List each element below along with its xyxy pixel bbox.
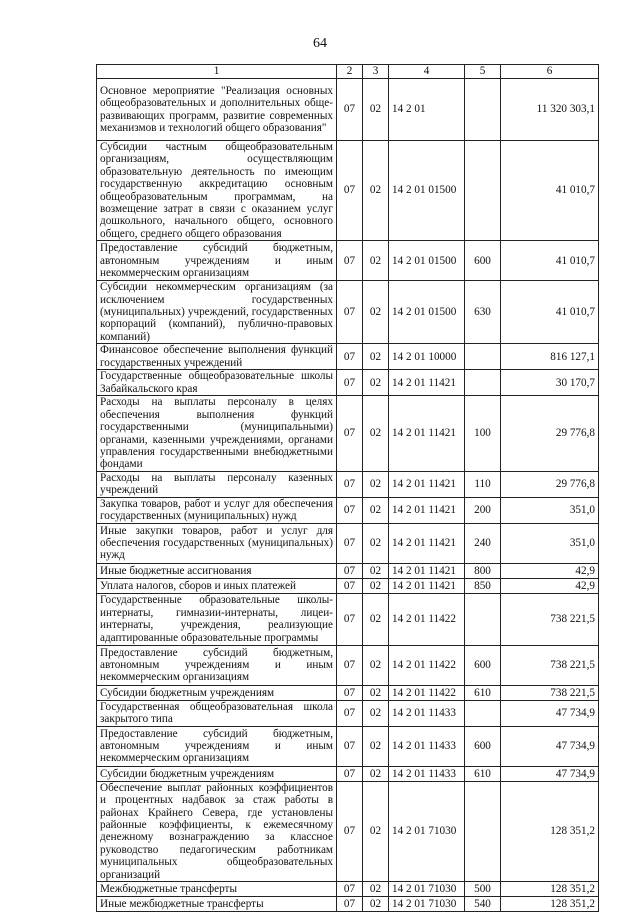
row-name-cell: Субсидии бюджетным учреждениям	[97, 766, 337, 781]
target-article-cell: 14 2 01 11421	[389, 471, 465, 497]
amount-cell: 738 221,5	[501, 645, 599, 685]
amount-cell: 738 221,5	[501, 593, 599, 645]
expense-type-cell	[465, 700, 501, 726]
row-name-cell: Закупка товаров, работ и услуг для обеспечения государственных (муниципальных) нужд	[97, 497, 337, 523]
target-article-cell: 14 2 01 11421	[389, 563, 465, 578]
expense-type-cell: 110	[465, 471, 501, 497]
target-article-cell: 14 2 01 10000	[389, 344, 465, 370]
section-code-cell: 07	[337, 281, 363, 344]
section-code-cell: 07	[337, 726, 363, 766]
subsection-code-cell: 02	[363, 685, 389, 700]
table-row	[97, 593, 599, 645]
section-code-cell: 07	[337, 593, 363, 645]
row-name-cell: Субсидии бюджетным учреждениям	[97, 685, 337, 700]
section-code-cell: 07	[337, 766, 363, 781]
amount-cell: 816 127,1	[501, 344, 599, 370]
amount-cell: 128 351,2	[501, 781, 599, 881]
section-code-cell: 07	[337, 79, 363, 141]
row-name-cell: Государственные общеобразовательные школы Забайкальского края	[97, 370, 337, 396]
section-code-cell: 07	[337, 781, 363, 881]
expense-type-cell	[465, 781, 501, 881]
section-code-cell: 07	[337, 578, 363, 593]
row-name-cell: Иные межбюджетные трансферты	[97, 896, 337, 911]
subsection-code-cell: 02	[363, 896, 389, 911]
table-row	[97, 471, 599, 497]
table-row	[97, 896, 599, 911]
amount-cell: 29 776,8	[501, 396, 599, 471]
target-article-cell: 14 2 01 11433	[389, 700, 465, 726]
row-name-cell: Государственные образовательные школы-интернаты, гимназии-интернаты, лицеи-интернаты, учреждения, реализующие адаптированные образовательные программы	[97, 593, 337, 645]
section-code-cell: 07	[337, 523, 363, 563]
row-name-cell: Государственная общеобразовательная школа закрытого типа	[97, 700, 337, 726]
row-name-cell: Иные закупки товаров, работ и услуг для обеспечения государственных (муниципальных) нужд	[97, 523, 337, 563]
expense-type-cell: 600	[465, 726, 501, 766]
section-code-cell: 07	[337, 396, 363, 471]
subsection-code-cell: 02	[363, 593, 389, 645]
amount-cell: 11 320 303,1	[501, 79, 599, 141]
expense-type-cell	[465, 344, 501, 370]
target-article-cell: 14 2 01 11422	[389, 645, 465, 685]
expense-type-cell	[465, 141, 501, 241]
expense-type-cell: 850	[465, 578, 501, 593]
column-header: 5	[465, 65, 501, 79]
section-code-cell: 07	[337, 563, 363, 578]
subsection-code-cell: 02	[363, 523, 389, 563]
table-row	[97, 79, 599, 141]
amount-cell: 41 010,7	[501, 141, 599, 241]
target-article-cell: 14 2 01 01500	[389, 281, 465, 344]
amount-cell: 128 351,2	[501, 896, 599, 911]
amount-cell: 351,0	[501, 497, 599, 523]
expense-type-cell: 240	[465, 523, 501, 563]
row-name-cell: Обеспечение выплат районных коэффициентов и процентных надбавок за стаж работы в районах Крайнего Севера, где установлены районные коэффициенты, к ежемесячному денежному вознаграждению за классное руководство педагогическим работникам муниципальных общеобразовательных организаций	[97, 781, 337, 881]
subsection-code-cell: 02	[363, 370, 389, 396]
amount-cell: 351,0	[501, 523, 599, 563]
expense-type-cell: 500	[465, 881, 501, 896]
expense-type-cell: 630	[465, 281, 501, 344]
section-code-cell: 07	[337, 685, 363, 700]
target-article-cell: 14 2 01 11421	[389, 578, 465, 593]
section-code-cell: 07	[337, 896, 363, 911]
subsection-code-cell: 02	[363, 726, 389, 766]
expense-type-cell	[465, 370, 501, 396]
subsection-code-cell: 02	[363, 241, 389, 281]
row-name-cell: Уплата налогов, сборов и иных платежей	[97, 578, 337, 593]
expense-type-cell	[465, 593, 501, 645]
table-row	[97, 700, 599, 726]
row-name-cell: Основное мероприятие "Реализация основных общеобразовательных и дополнительных обще-развивающих программ, развитие современных механизмов и технологий общего образования"	[97, 79, 337, 141]
column-header: 6	[501, 65, 599, 79]
target-article-cell: 14 2 01 71030	[389, 881, 465, 896]
amount-cell: 128 351,2	[501, 881, 599, 896]
row-name-cell: Иные бюджетные ассигнования	[97, 563, 337, 578]
table-body	[97, 79, 599, 912]
subsection-code-cell: 02	[363, 881, 389, 896]
table-row	[97, 141, 599, 241]
target-article-cell: 14 2 01 11421	[389, 370, 465, 396]
amount-cell: 47 734,9	[501, 726, 599, 766]
amount-cell: 42,9	[501, 563, 599, 578]
target-article-cell: 14 2 01 11422	[389, 685, 465, 700]
expense-type-cell: 540	[465, 896, 501, 911]
subsection-code-cell: 02	[363, 344, 389, 370]
amount-cell: 30 170,7	[501, 370, 599, 396]
table-row	[97, 396, 599, 471]
table-row	[97, 881, 599, 896]
subsection-code-cell: 02	[363, 141, 389, 241]
section-code-cell: 07	[337, 344, 363, 370]
row-name-cell: Расходы на выплаты персоналу казенных учреждений	[97, 471, 337, 497]
table-header-row	[97, 65, 599, 79]
section-code-cell: 07	[337, 645, 363, 685]
table-row	[97, 241, 599, 281]
table-row	[97, 766, 599, 781]
amount-cell: 47 734,9	[501, 700, 599, 726]
subsection-code-cell: 02	[363, 281, 389, 344]
target-article-cell: 14 2 01 11422	[389, 593, 465, 645]
section-code-cell: 07	[337, 370, 363, 396]
subsection-code-cell: 02	[363, 497, 389, 523]
row-name-cell: Расходы на выплаты персоналу в целях обеспечения выполнения функций государственными (муниципальными) органами, казенными учреждениями, органами управления государственными внебюджетными фондами	[97, 396, 337, 471]
row-name-cell: Предоставление субсидий бюджетным, автономным учреждениям и иным некоммерческим организациям	[97, 726, 337, 766]
table-row	[97, 726, 599, 766]
table-row	[97, 578, 599, 593]
target-article-cell: 14 2 01 11421	[389, 523, 465, 563]
target-article-cell: 14 2 01	[389, 79, 465, 141]
section-code-cell: 07	[337, 241, 363, 281]
column-header: 3	[363, 65, 389, 79]
table-row	[97, 497, 599, 523]
target-article-cell: 14 2 01 71030	[389, 896, 465, 911]
section-code-cell: 07	[337, 700, 363, 726]
amount-cell: 41 010,7	[501, 281, 599, 344]
table-row	[97, 344, 599, 370]
row-name-cell: Финансовое обеспечение выполнения функций государственных учреждений	[97, 344, 337, 370]
amount-cell: 29 776,8	[501, 471, 599, 497]
expense-type-cell	[465, 79, 501, 141]
page-number: 64	[313, 36, 327, 51]
subsection-code-cell: 02	[363, 645, 389, 685]
column-header: 2	[337, 65, 363, 79]
column-header: 4	[389, 65, 465, 79]
expense-type-cell: 800	[465, 563, 501, 578]
amount-cell: 47 734,9	[501, 766, 599, 781]
target-article-cell: 14 2 01 71030	[389, 781, 465, 881]
row-name-cell: Предоставление субсидий бюджетным, автономным учреждениям и иным некоммерческим организациям	[97, 241, 337, 281]
section-code-cell: 07	[337, 141, 363, 241]
target-article-cell: 14 2 01 01500	[389, 141, 465, 241]
amount-cell: 738 221,5	[501, 685, 599, 700]
subsection-code-cell: 02	[363, 700, 389, 726]
row-name-cell: Субсидии некоммерческим организациям (за исключением государственных (муниципальных) учреждений, государственных корпораций (компаний), публично-правовых компаний)	[97, 281, 337, 344]
target-article-cell: 14 2 01 11433	[389, 726, 465, 766]
row-name-cell: Предоставление субсидий бюджетным, автономным учреждениям и иным некоммерческим организациям	[97, 645, 337, 685]
column-header: 1	[97, 65, 337, 79]
budget-table	[96, 64, 599, 912]
table-row	[97, 370, 599, 396]
table-row	[97, 523, 599, 563]
table-row	[97, 563, 599, 578]
table-row	[97, 781, 599, 881]
expense-type-cell: 200	[465, 497, 501, 523]
target-article-cell: 14 2 01 11421	[389, 497, 465, 523]
target-article-cell: 14 2 01 11421	[389, 396, 465, 471]
subsection-code-cell: 02	[363, 471, 389, 497]
expense-type-cell: 600	[465, 241, 501, 281]
expense-type-cell: 600	[465, 645, 501, 685]
table-row	[97, 645, 599, 685]
table-row	[97, 281, 599, 344]
expense-type-cell: 610	[465, 685, 501, 700]
target-article-cell: 14 2 01 01500	[389, 241, 465, 281]
subsection-code-cell: 02	[363, 578, 389, 593]
expense-type-cell: 610	[465, 766, 501, 781]
amount-cell: 42,9	[501, 578, 599, 593]
expense-type-cell: 100	[465, 396, 501, 471]
subsection-code-cell: 02	[363, 766, 389, 781]
subsection-code-cell: 02	[363, 79, 389, 141]
section-code-cell: 07	[337, 497, 363, 523]
subsection-code-cell: 02	[363, 781, 389, 881]
subsection-code-cell: 02	[363, 396, 389, 471]
amount-cell: 41 010,7	[501, 241, 599, 281]
subsection-code-cell: 02	[363, 563, 389, 578]
table-row	[97, 685, 599, 700]
row-name-cell: Межбюджетные трансферты	[97, 881, 337, 896]
row-name-cell: Субсидии частным общеобразовательным организациям, осуществляющим образовательную деятельность по имеющим государственную аккредитацию основным общеобразовательным программам, на возмещение затрат в связи с оказанием услуг дошкольного, начального общего, основного общего, среднего общего образования	[97, 141, 337, 241]
section-code-cell: 07	[337, 471, 363, 497]
section-code-cell: 07	[337, 881, 363, 896]
target-article-cell: 14 2 01 11433	[389, 766, 465, 781]
